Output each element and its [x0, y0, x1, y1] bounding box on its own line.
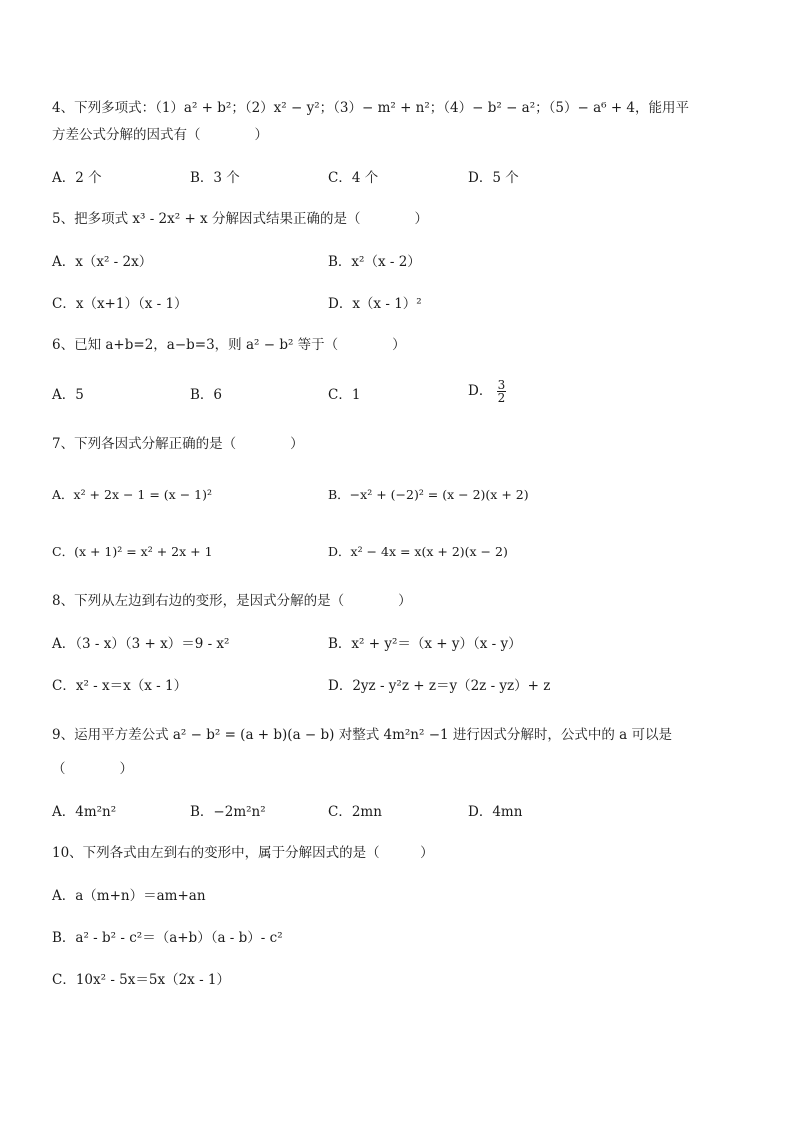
q5-option-c: C．x（x+1）（x - 1） [52, 296, 188, 312]
q9-option-c: C．2mn [328, 804, 382, 820]
q10-stem: 10、下列各式由左到右的变形中，属于分解因式的是（ ） [52, 845, 434, 861]
q4-option-c: C．4 个 [328, 170, 379, 186]
q4-option-d: D．5 个 [468, 170, 519, 186]
q9-option-b: B．−2m²n² [190, 804, 266, 820]
q8-option-c: C．x² - x＝x（x - 1） [52, 678, 188, 694]
q7-option-c: C．(x + 1)² = x² + 2x + 1 [52, 544, 213, 559]
q7-option-d: D．x² − 4x = x(x + 2)(x − 2) [328, 544, 508, 559]
q4-option-b: B．3 个 [190, 170, 240, 186]
q6-option-a: A．5 [52, 387, 84, 403]
q10-option-c: C．10x² - 5x＝5x（2x - 1） [52, 972, 231, 988]
fraction-denominator: 2 [497, 391, 506, 405]
q5-option-d: D．x（x - 1）² [328, 296, 422, 312]
q4-option-a: A．2 个 [52, 170, 102, 186]
q8-option-a: A．（3 - x）（3 + x）＝9 - x² [52, 636, 230, 652]
q7-stem: 7、下列各因式分解正确的是（ ） [52, 436, 304, 452]
q10-option-a: A．a（m+n）＝am+an [52, 888, 206, 904]
q7-option-b: B．−x² + (−2)² = (x − 2)(x + 2) [328, 487, 529, 502]
q6-stem: 6、已知 a+b=2，a−b=3，则 a² − b² 等于（ ） [52, 337, 406, 353]
q5-option-a: A．x（x² - 2x） [52, 254, 153, 270]
fraction-numerator: 3 [497, 378, 506, 392]
q4-stem-line2: 方差公式分解的因式有（ ） [52, 127, 268, 143]
q9-stem-line1: 9、运用平方差公式 a² − b² = (a + b)(a − b) 对整式 4m²n² −1 进行因式分解时，公式中的 a 可以是 [52, 727, 673, 743]
q10-option-b: B．a² - b² - c²＝（a+b）（a - b）- c² [52, 930, 283, 946]
q6-option-d-label: D． [468, 383, 493, 399]
q5-option-b: B．x²（x - 2） [328, 254, 421, 270]
q6-option-c: C．1 [328, 387, 361, 403]
q9-option-a: A．4m²n² [52, 804, 117, 820]
q7-option-a: A．x² + 2x − 1 = (x − 1)² [52, 487, 212, 502]
q8-stem: 8、下列从左边到右边的变形，是因式分解的是（ ） [52, 593, 412, 609]
q6-option-d-fraction [497, 379, 507, 404]
q9-option-d: D．4mn [468, 804, 523, 820]
q6-option-d [468, 379, 506, 404]
q9-stem-line2: （ ） [52, 761, 133, 777]
q5-stem: 5、把多项式 x³ - 2x² + x 分解因式结果正确的是（ ） [52, 211, 428, 227]
q4-stem-line1: 4、下列多项式：（1）a² + b²；（2）x² − y²；（3）− m² + n²；（4）− b² − a²；（5）− a⁶ + 4，能用平 [52, 100, 690, 116]
q8-option-d: D．2yz - y²z + z＝y（2z - yz）+ z [328, 678, 551, 694]
q6-option-b: B．6 [190, 387, 223, 403]
q8-option-b: B．x² + y²＝（x + y）（x - y） [328, 636, 522, 652]
